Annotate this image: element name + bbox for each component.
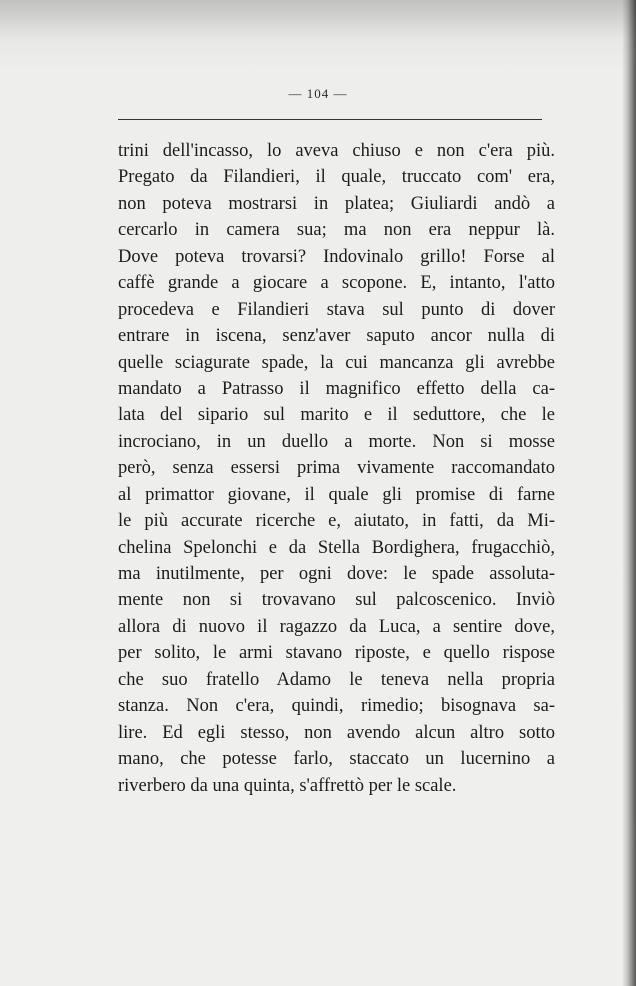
text-line: al primattor giovane, il quale gli promise di farne [118,484,555,505]
page-binding-shadow [622,0,636,986]
text-line: cercarlo in camera sua; ma non era neppur là. [118,220,555,241]
text-line: riverbero da una quinta, s'affrettò per le scale. [118,775,457,796]
text-line: lata del sipario sul marito e il seduttore, che le [118,405,555,426]
text-line: procedeva e Filandieri stava sul punto di dover [118,299,555,320]
page-top-shadow [0,0,636,40]
text-line: trini dell'incasso, lo aveva chiuso e non c'era più. [118,141,555,161]
text-line: lire. Ed egli stesso, non avendo alcun altro sotto [118,722,555,743]
text-line: stanza. Non c'era, quindi, rimedio; bisognava sa- [118,696,555,717]
text-line: Pregato da Filandieri, il quale, truccato com' era, [118,167,555,188]
page-number: — 104 — [288,86,348,101]
text-line: le più accurate ricerche e, aiutato, in fatti, da Mi- [118,511,555,532]
text-line: quelle sciagurate spade, la cui mancanza gli avrebbe [118,352,555,373]
text-line: incrociano, in un duello a morte. Non si mosse [118,431,555,452]
text-line: che suo fratello Adamo le teneva nella propria [118,669,555,690]
header-rule [118,119,542,120]
text-line: mente non si trovavano sul palcoscenico. Inviò [118,590,555,611]
text-line: entrare in iscena, senz'aver saputo ancor nulla di [118,326,555,347]
text-line: ma inutilmente, per ogni dove: le spade assoluta- [118,564,555,584]
text-line: non poteva mostrarsi in platea; Giuliardi andò a [118,193,555,214]
text-line: caffè grande a giocare a scopone. E, intanto, l'atto [118,273,555,294]
text-line: però, senza essersi prima vivamente raccomandato [118,458,555,479]
text-line: Dove poteva trovarsi? Indovinalo grillo! Forse al [118,246,555,267]
text-line: mandato a Patrasso il magnifico effetto della ca- [118,378,555,399]
text-line: per solito, le armi stavano riposte, e quello rispose [118,643,555,664]
body-text [118,138,555,799]
text-line: chelina Spelonchi e da Stella Bordighera, frugacchiò, [118,537,555,558]
text-line: allora di nuovo il ragazzo da Luca, a sentire dove, [118,616,555,637]
text-line: mano, che potesse farlo, staccato un lucernino a [118,749,555,770]
